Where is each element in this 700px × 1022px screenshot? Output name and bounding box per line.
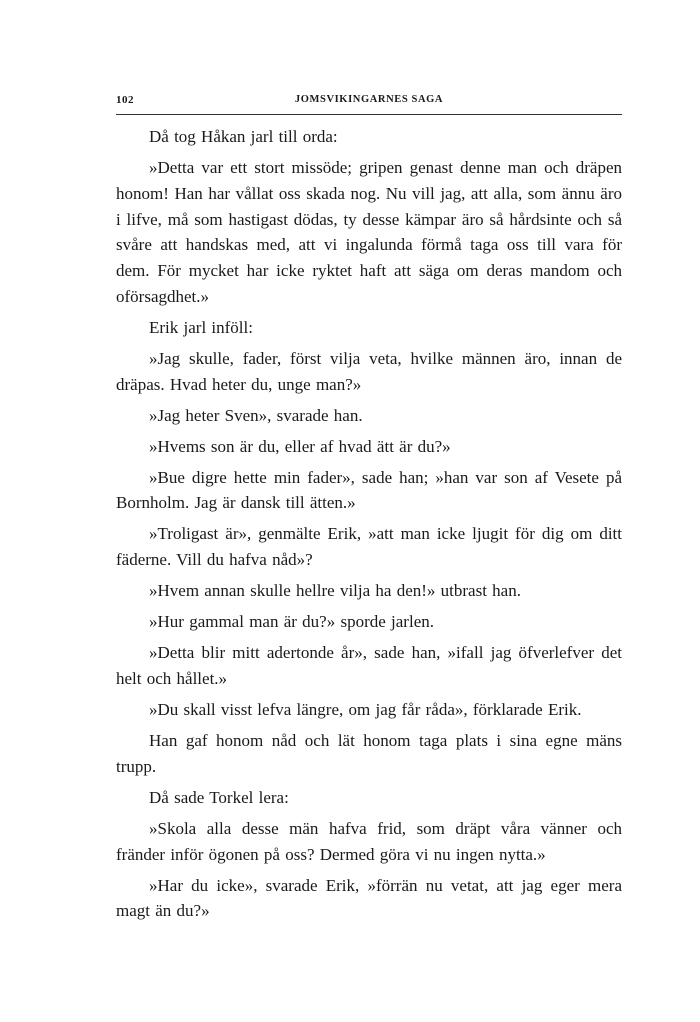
paragraph: »Skola alla desse män hafva frid, som dräpt våra vänner och fränder inför ögonen på oss? Dermed göra vi nu ingen nytta.» <box>116 818 622 864</box>
running-title: JOMSVIKINGARNES SAGA <box>294 94 444 105</box>
paragraph: »Detta blir mitt adertonde år», sade han, »ifall jag öfverlefver det helt och hållet.» <box>116 643 622 689</box>
paragraph: »Hur gammal man är du?» sporde jarlen. <box>149 612 434 632</box>
paragraph: »Jag skulle, fader, först vilja veta, hvilke männen äro, innan de dräpas. Hvad heter du, unge man?» <box>116 348 622 394</box>
paragraph: »Detta var ett stort missöde; gripen genast denne man och dräpen honom! Han har vållat oss skada nog. Nu vill jag, att alla, som ännu äro i lifve, må som hastigast dödas, ty desse kämpar äro så hårdsinte och så svåre att handskas med, att vi ingalunda förmå taga oss till vara för dem. För mycket har icke ryktet haft att säga om deras mandom och oförsagdhet.» <box>116 157 622 306</box>
header-rule <box>116 114 622 115</box>
body-text <box>116 124 622 929</box>
paragraph: »Troligast är», genmälte Erik, »att man icke ljugit för dig om ditt fäderne. Vill du hafva nåd»? <box>116 524 622 570</box>
running-head <box>116 94 622 112</box>
paragraph: Erik jarl inföll: <box>149 317 253 337</box>
paragraph: »Du skall visst lefva längre, om jag får råda», förklarade Erik. <box>149 700 582 719</box>
page-number: 102 <box>116 94 134 106</box>
paragraph: »Har du icke», svarade Erik, »förrän nu vetat, att jag eger mera magt än du?» <box>116 875 622 921</box>
paragraph: »Jag heter Sven», svarade han. <box>149 405 363 425</box>
paragraph: »Hvem annan skulle hellre vilja ha den!» utbrast han. <box>149 581 521 601</box>
paragraph: »Hvems son är du, eller af hvad ätt är du?» <box>149 436 451 456</box>
paragraph: Då tog Håkan jarl till orda: <box>149 127 338 146</box>
paragraph: Han gaf honom nåd och lät honom taga plats i sina egne mäns trupp. <box>116 730 622 776</box>
paragraph: Då sade Torkel lera: <box>149 787 289 807</box>
paragraph: »Bue digre hette min fader», sade han; »han var son af Vesete på Bornholm. Jag är dansk till ätten.» <box>116 467 622 513</box>
